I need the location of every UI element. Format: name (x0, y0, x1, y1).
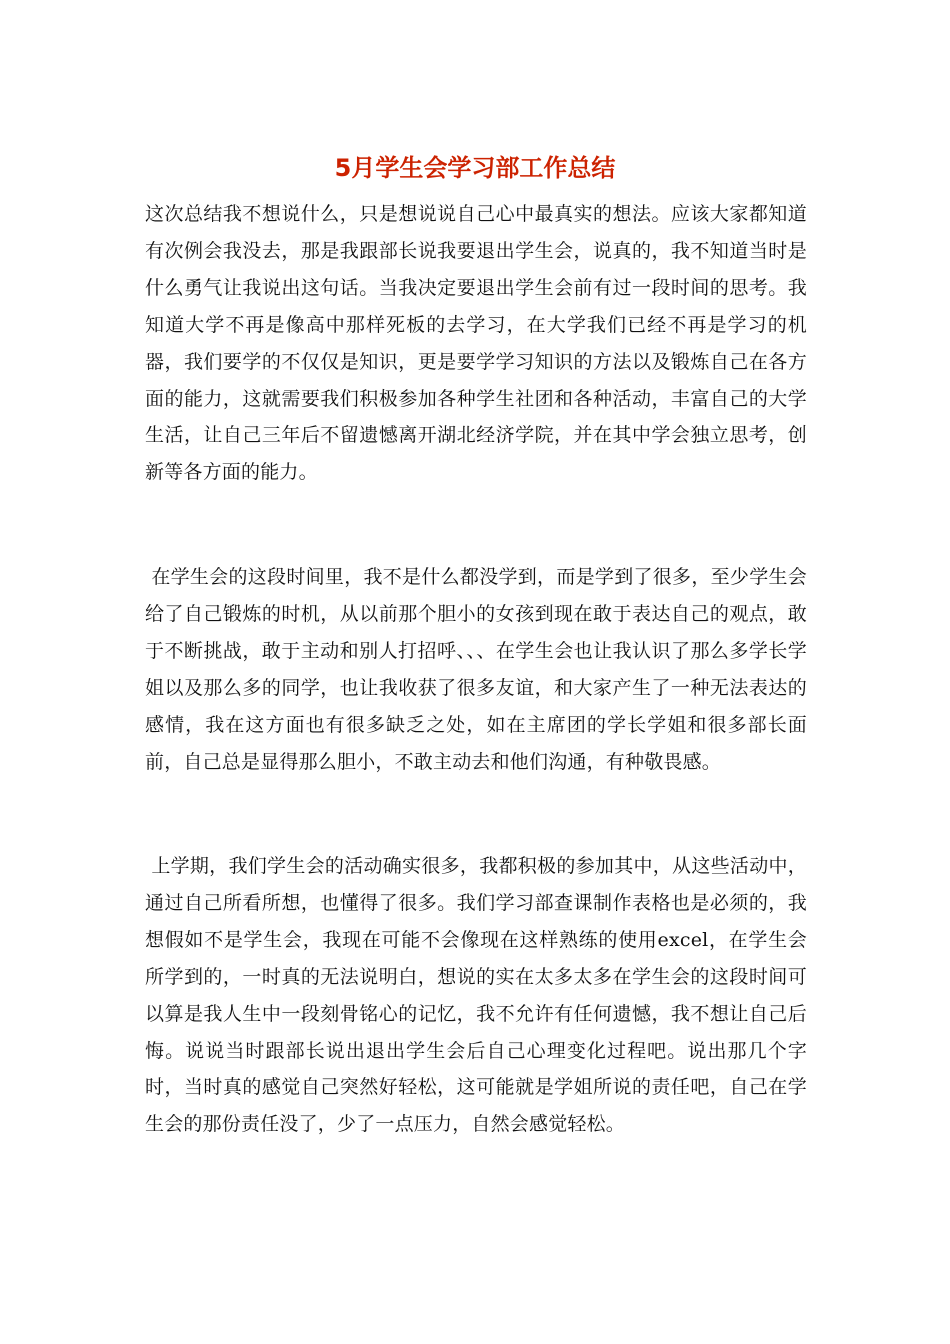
paragraph-1: 这次总结我不想说什么，只是想说说自己心中最真实的想法。应该大家都知道有次例会我没去，那是我跟部长说我要退出学生会，说真的，我不知道当时是什么勇气让我说出这句话。当我决定要退出学生会前有过一段时间的思考。我知道大学不再是像高中那样死板的去学习，在大学我们已经不再是学习的机器，我们要学的不仅仅是知识，更是要学学习知识的方法以及锻炼自己在各方面的能力，这就需要我们积极参加各种学生社团和各种活动，丰富自己的大学生活，让自己三年后不留遗憾离开湖北经济学院，并在其中学会独立思考，创新等各方面的能力。 (145, 203, 807, 484)
document-title: 5月学生会学习部工作总结 (334, 154, 616, 182)
paragraph-3: 上学期，我们学生会的活动确实很多，我都积极的参加其中，从这些活动中，通过自己所看所想，也懂得了很多。我们学习部查课制作表格也是必须的，我想假如不是学生会，我现在可能不会像现在这样熟练的使用excel，在学生会所学到的，一时真的无法说明白，想说的实在太多太多在学生会的这段时间可以算是我人生中一段刻骨铭心的记忆，我不允许有任何遗憾，我不想让自己后悔。说说当时跟部长说出退出学生会后自己心理变化过程吧。说出那几个字时，当时真的感觉自己突然好轻松，这可能就是学姐所说的责任吧，自己在学生会的那份责任没了，少了一点压力，自然会感觉轻松。 (145, 855, 807, 1136)
paragraph-2: 在学生会的这段时间里，我不是什么都没学到，而是学到了很多，至少学生会给了自己锻炼的时机，从以前那个胆小的女孩到现在敢于表达自己的观点，敢于不断挑战，敢于主动和别人打招呼、、、在学生会也让我认识了那么多学长学姐以及那么多的同学，也让我收获了很多友谊，和大家产生了一种无法表达的感情，我在这方面也有很多缺乏之处，如在主席团的学长学姐和很多部长面前，自己总是显得那么胆小，不敢主动去和他们沟通，有种敬畏感。 (145, 566, 807, 773)
